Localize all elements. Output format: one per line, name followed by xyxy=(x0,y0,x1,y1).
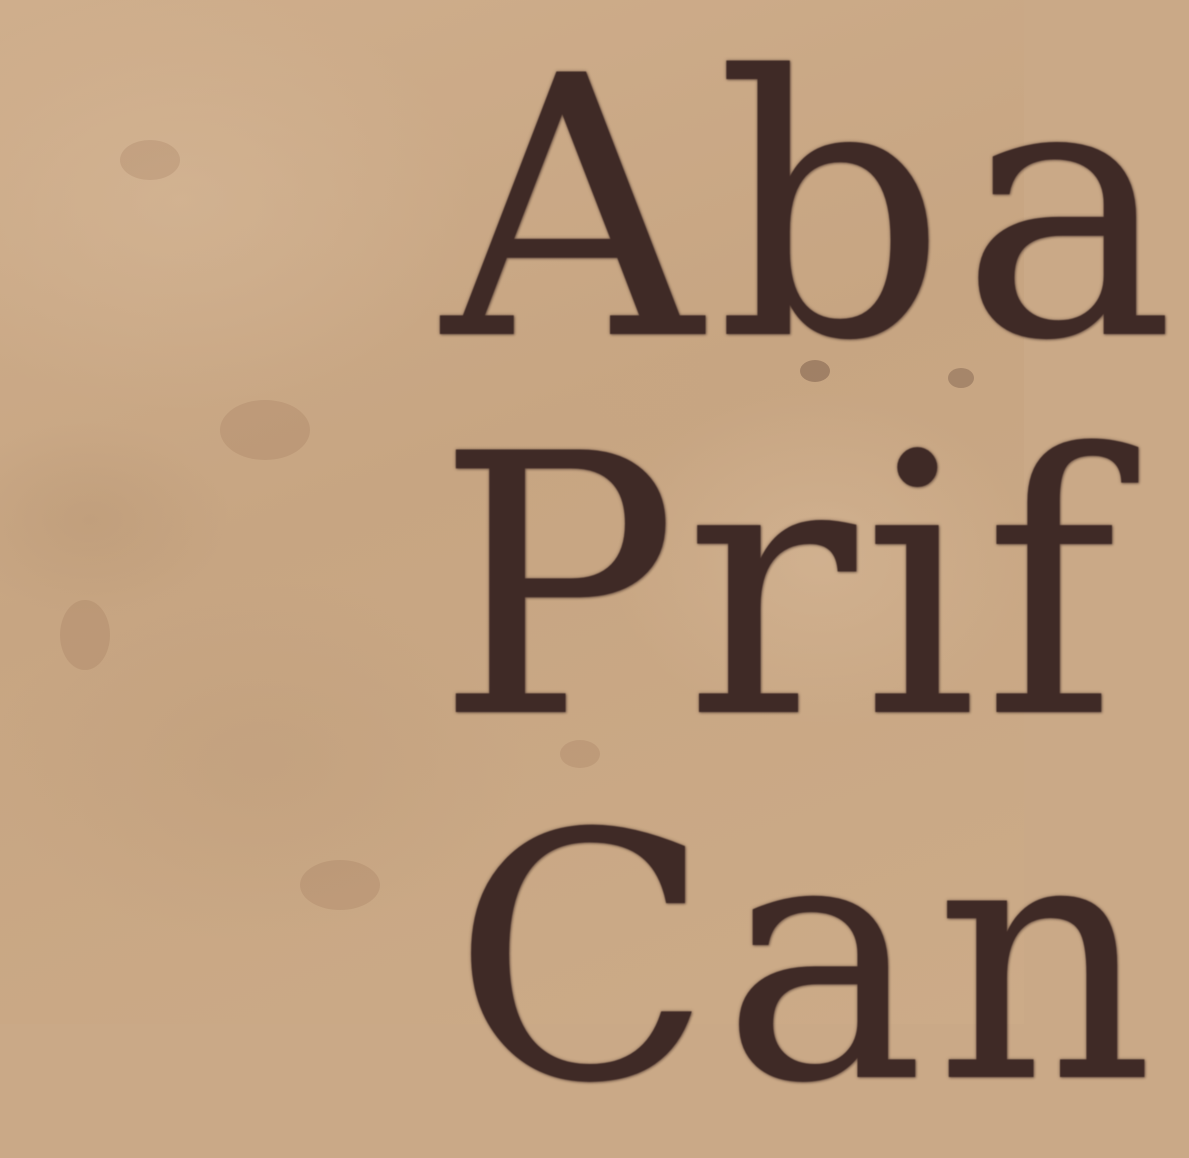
text-line-1: Aba xyxy=(442,0,1189,419)
paper-stain xyxy=(220,400,310,460)
paper-stain xyxy=(120,140,180,180)
text-line-3: Can xyxy=(452,762,1164,1158)
paper-stain xyxy=(60,600,110,670)
paper-stain xyxy=(300,860,380,910)
text-line-2: Prif xyxy=(436,378,1123,797)
